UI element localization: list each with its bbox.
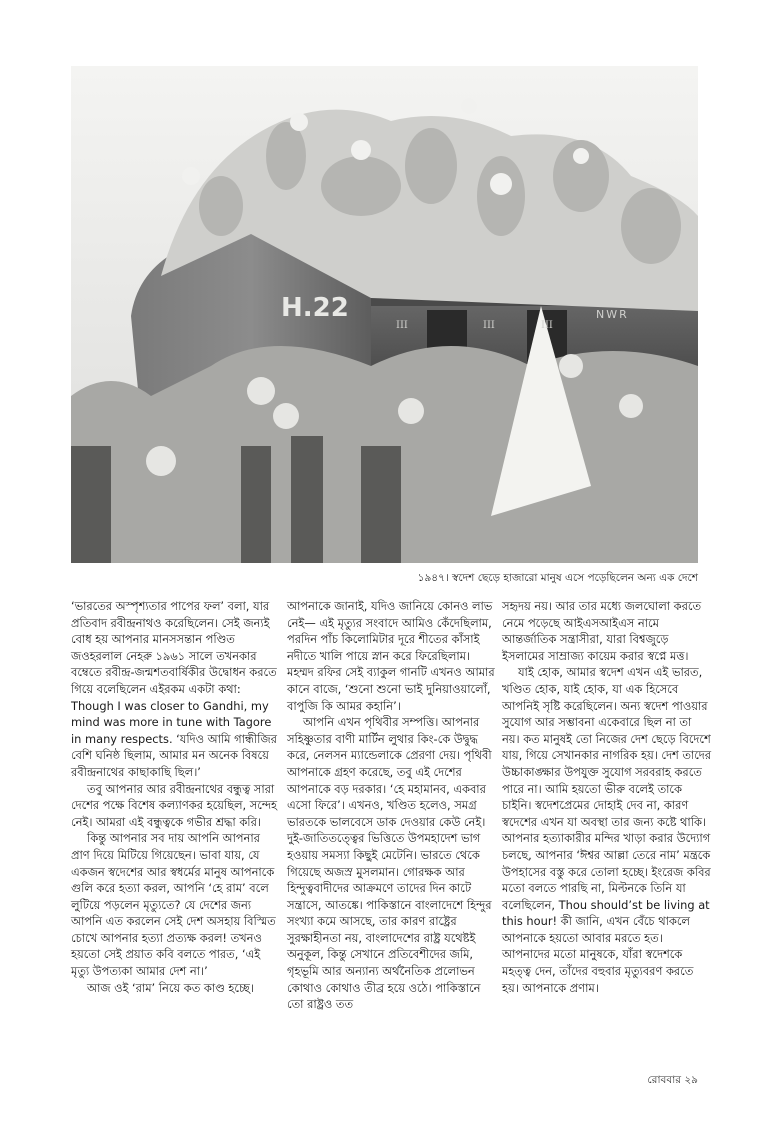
paragraph: আপনি এখন পৃথিবীর সম্পত্তি। আপনার সহিষ্ণুতার বাণী মার্টিন লুথার কিং-কে উদ্বুদ্ধ করে, নেলসন ম্যান্ডেলাকে প্রেরণা দেয়। পৃথিবী আপনাকে গ্রহণ করেছে, তবু এই দেশের আপনাকে বড় দরকার। ‘হে মহামানব, একবার এসো ফিরে’। এখনও, খণ্ডিত হলেও, সমগ্র ভারতকে ভালবেসে ডাক দেওয়ার কেউ নেই। দুই-জাতিতত্ত্বের ভিত্তিতে উপমহাদেশ ভাগ হওয়ায় সমস্যা কিছুই মেটেনি। ভারতে থেকে গিয়েছে অজস্র মুসলমান। গোরক্ষক আর হিন্দুত্ববাদীদের আক্রমণে তাদের দিন কাটে সন্ত্রাসে, আতঙ্কে। পাকিস্তানে বাংলাদেশে হিন্দুর সংখ্যা কমে আসছে, তার কারণ রাষ্ট্রের সুরক্ষাহীনতা নয়, বাংলাদেশের রাষ্ট্র যথেষ্টই অনুকূল, কিন্তু সেখানে প্রতিবেশীদের জমি, গৃহভূমি আর অন্যান্য অর্থনৈতিক প্রলোভন কোথাও কোথাও তীব্র হয়ে ওঠে। পাকিস্তানে তো রাষ্ট্রও তত — [287, 715, 492, 1012]
class-mark-3: III — [541, 320, 553, 331]
article-column-3 — [502, 598, 712, 996]
historical-photo-train-partition-1947 — [71, 66, 698, 563]
engine-number-label: H.22 — [281, 293, 349, 323]
photo-caption: ১৯৪৭। স্বদেশ ছেড়ে হাজারো মানুষ এসে পড়েছিলেন অন্য এক দেশে — [417, 572, 698, 584]
page-footer-label: রোববার ২৯ — [647, 1074, 698, 1086]
paragraph: সহৃদয় নয়। আর তার মধ্যে জলঘোলা করতে নেমে পড়েছে আইএসআইএস নামে আন্তর্জাতিক সন্ত্রাসীরা, যারা বিশ্বজুড়ে ইসলামের সাম্রাজ্য কায়েম করার স্বপ্নে মত্ত। — [502, 599, 702, 663]
paragraph: আজ ওই ‘রাম’ নিয়ে কত কাণ্ড হচ্ছে। — [87, 980, 254, 995]
paragraph: যাই হোক, আমার স্বদেশ এখন এই ভারত, খণ্ডিত হোক, যাই হোক, যা এক হিসেবে আপনিই সৃষ্টি করেছিলেন। অন্য স্বদেশ পাওয়ার সুযোগ আর সম্ভাবনা একেবারে ছিল না তা নয়। কত মানুষই তো নিজের দেশ ছেড়ে বিদেশে যায়, গিয়ে সেখানকার নাগরিক হয়। দেশ তাদের উচ্চাকাঙ্ক্ষার উপযুক্ত সুযোগ সরবরাহ করতে পারে না। আমি হয়তো ভীরু বলেই তাকে চাইনি। স্বদেশপ্রেমের দোহাই দেব না, কারণ স্বদেশের এখন যা অবস্থা তার জন্য কষ্টে থাকি। আপনার হত্যাকারীর মন্দির খাড়া করার উদ্যোগ চলছে, আপনার ‘ঈশ্বর আল্লা তেরে নাম’ মন্ত্রকে উপহাসের বস্তু করে তোলা হচ্ছে। ইংরেজ কবির মতো বলতে পারছি না, মিল্টনকে তিনি যা বলেছিলেন, Thou should’st be living at this hour! কী জানি, এখন বেঁচে থাকলে আপনাকে হয়তো আবার মরতে হত। আপনাদের মতো মানুষকে, যাঁরা স্বদেশকে মহত্ত্ব দেন, তাঁদের বহুবার মৃত্যুবরণ করতে হয়। আপনাকে প্রণাম। — [502, 665, 712, 995]
train-crowd-photo — [71, 66, 698, 563]
article-column-1 — [71, 598, 281, 996]
article-column-2 — [287, 598, 497, 1013]
class-mark-1: III — [396, 320, 408, 331]
class-mark-2: III — [483, 320, 495, 331]
paragraph: কিন্তু আপনার সব দায় আপনি আপনার প্রাণ দিয়ে মিটিয়ে গিয়েছেন। ভাবা যায়, যে একজন স্বদেশের আর স্বধর্মের মানুষ আপনাকে গুলি করে হত্যা করল, আপনি ‘হে রাম’ বলে লুটিয়ে পড়লেন মৃত্যুতে? যে দেশের জন্য আপনি এত করলেন সেই দেশ অসহায় বিস্মিত চোখে আপনার হত্যা প্রত্যক্ষ করল! তখনও হয়তো সেই প্রয়াত কবি বলতে পারত, ‘এই মৃত্যু উপত্যকা আমার দেশ না।’ — [71, 831, 276, 979]
railway-mark-label: NWR — [596, 308, 629, 321]
paragraph: ‘ভারতের অস্পৃশ্যতার পাপের ফল’ বলা, যার প্রতিবাদ রবীন্দ্রনাথও করেছিলেন। সেই জন্যই বোধ হয় আপনার মানসসন্তান পণ্ডিত জওহরলাল নেহরু ১৯৬১ সালে তখনকার বম্বেতে রবীন্দ্র-জন্মশতবার্ষিকীর উদ্বোধন করতে গিয়ে বলেছিলেন এইরকম একটা কথা: Though I was closer to Gandhi, my mind was more in tune with Tagore in many respects. ‘যদিও আমি গান্ধীজির বেশি ঘনিষ্ঠ ছিলাম, আমার মন অনেক বিষয়ে রবীন্দ্রনাথের কাছাকাছি ছিল।’ — [71, 599, 277, 779]
paragraph: তবু আপনার আর রবীন্দ্রনাথের বন্ধুত্ব সারা দেশের পক্ষে বিশেষ কল্যাণকর হয়েছিল, সন্দেহ নেই। আমরা এই বন্ধুত্বকে গভীর শ্রদ্ধা করি। — [71, 781, 277, 829]
paragraph: আপনাকে জানাই, যদিও জানিয়ে কোনও লাভ নেই— এই মৃত্যুর সংবাদে আমিও কেঁদেছিলাম, পরদিন পাঁচ কিলোমিটার দূরে শীতের কাঁসাই নদীতে খালি পায়ে স্নান করে ফিরেছিলাম। মহম্মদ রফির সেই ব্যাকুল গানটি এখনও আমার কানে বাজে, ‘শুনো শুনো ভাই দুনিয়াওয়ালোঁ, বাপুজি কি আমর কহানি’। — [287, 599, 495, 713]
